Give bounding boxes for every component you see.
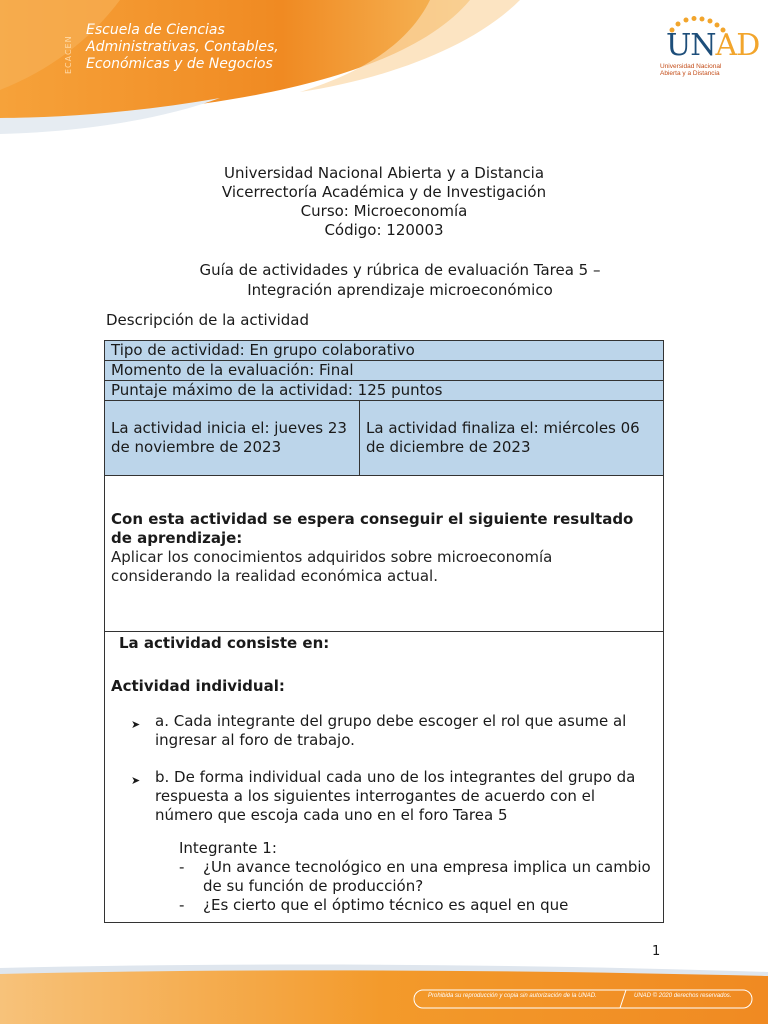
list-item: ➤ b. De forma individual cada uno de los integrantes del grupo da respuesta a los siguientes interrogantes de acuerdo con el número que escoja cada uno en el foro Tarea 5 <box>131 768 636 824</box>
max-score: Puntaje máximo de la actividad: 125 puntos <box>105 381 664 401</box>
activity-type: Tipo de actividad: En grupo colaborativo <box>105 341 664 361</box>
list-item: ➤ a. Cada integrante del grupo debe escoger el rol que asume al ingresar al foro de trabajo. <box>131 712 627 749</box>
unad-logo-subtitle: Universidad Nacional Abierta y a Distancia <box>660 63 722 77</box>
school-name: Escuela de Ciencias Administrativas, Contables, Económicas y de Negocios <box>86 22 279 72</box>
individual-activity-heading: Actividad individual: <box>111 677 285 695</box>
course-name: Curso: Microeconomía <box>300 202 468 220</box>
guide-title: Guía de actividades y rúbrica de evaluación Tarea 5 – Integración aprendizaje microeconómico <box>199 261 601 299</box>
learning-outcome-cell <box>105 476 664 632</box>
question-item: - ¿Un avance tecnológico en una empresa implica un cambio de su función de producción? <box>179 858 651 895</box>
end-date: La actividad finaliza el: miércoles 06 de diciembre de 2023 <box>360 401 664 476</box>
learning-outcome-text: Aplicar los conocimientos adquiridos sobre microeconomía considerando la realidad económica actual. <box>111 548 553 585</box>
learning-outcome-heading: Con esta actividad se espera conseguir el siguiente resultado de aprendizaje: <box>111 510 634 547</box>
activity-table <box>104 340 664 923</box>
university-name: Universidad Nacional Abierta y a Distancia <box>223 164 545 182</box>
member-heading: Integrante 1: <box>179 839 277 857</box>
section-title: Descripción de la actividad <box>106 311 309 329</box>
course-code: Código: 120003 <box>324 221 444 239</box>
question-item: - ¿Es cierto que el óptimo técnico es aquel en que <box>179 896 569 914</box>
school-code: ECACEN <box>64 35 73 74</box>
document-heading <box>0 164 768 240</box>
activity-consists-heading: La actividad consiste en: <box>119 634 330 652</box>
evaluation-moment: Momento de la evaluación: Final <box>105 361 664 381</box>
page-number: 1 <box>652 944 661 959</box>
start-date: La actividad inicia el: jueves 23 de noviembre de 2023 <box>105 401 360 476</box>
activity-description-cell <box>105 632 664 923</box>
footer-notice: Prohibida su reproducción y copia sin autorización de la UNAD. <box>428 993 597 999</box>
footer-copyright: UNAD © 2020 derechos reservados. <box>634 993 732 999</box>
arrow-bullet-icon: ➤ <box>131 774 141 787</box>
arrow-bullet-icon: ➤ <box>131 718 141 731</box>
unad-logo: UNAD <box>666 28 760 63</box>
vicerrectoria: Vicerrectoría Académica y de Investigación <box>221 183 547 201</box>
